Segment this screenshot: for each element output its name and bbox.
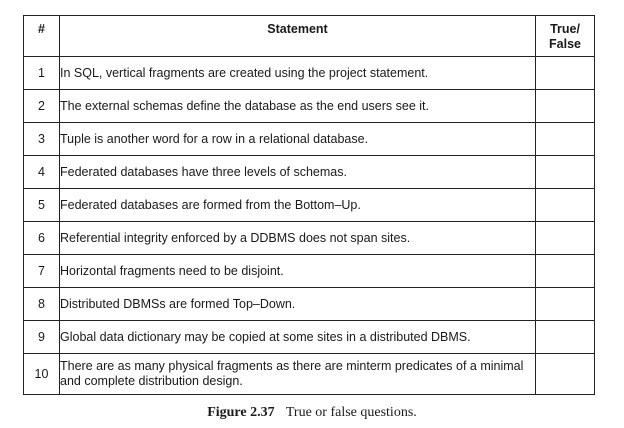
table-row — [24, 288, 595, 321]
table-row — [24, 354, 595, 395]
table-row — [24, 156, 595, 189]
row-number: 8 — [24, 288, 60, 321]
row-number: 6 — [24, 222, 60, 255]
answer-cell[interactable] — [536, 156, 595, 189]
table-header-row — [24, 16, 595, 57]
row-number: 4 — [24, 156, 60, 189]
row-statement: In SQL, vertical fragments are created using the project statement. — [60, 57, 536, 90]
row-number: 2 — [24, 90, 60, 123]
figure-caption-text: True or false questions. — [285, 405, 417, 420]
answer-cell[interactable] — [536, 321, 595, 354]
row-statement: There are as many physical fragments as there are minterm predicates of a minimal and complete distribution design. — [60, 354, 536, 395]
header-statement: Statement — [60, 16, 536, 57]
row-statement: Federated databases are formed from the Bottom–Up. — [60, 189, 536, 222]
table-row — [24, 57, 595, 90]
figure-label: Figure 2.37 — [207, 405, 275, 420]
row-number: 7 — [24, 255, 60, 288]
table-row — [24, 189, 595, 222]
row-number: 9 — [24, 321, 60, 354]
table-row — [24, 222, 595, 255]
header-true-false — [536, 16, 595, 57]
row-statement: Horizontal fragments need to be disjoint. — [60, 255, 536, 288]
answer-cell[interactable] — [536, 189, 595, 222]
header-number: # — [24, 16, 60, 57]
table-row — [24, 90, 595, 123]
header-true-false-line1: True/ — [550, 22, 580, 36]
row-statement: Referential integrity enforced by a DDBMS does not span sites. — [60, 222, 536, 255]
row-statement: The external schemas define the database as the end users see it. — [60, 90, 536, 123]
row-statement: Federated databases have three levels of schemas. — [60, 156, 536, 189]
answer-cell[interactable] — [536, 255, 595, 288]
answer-cell[interactable] — [536, 123, 595, 156]
row-number: 3 — [24, 123, 60, 156]
answer-cell[interactable] — [536, 222, 595, 255]
table-row — [24, 321, 595, 354]
row-number: 1 — [24, 57, 60, 90]
answer-cell[interactable] — [536, 354, 595, 395]
row-statement: Global data dictionary may be copied at some sites in a distributed DBMS. — [60, 321, 536, 354]
answer-cell[interactable] — [536, 90, 595, 123]
table-row — [24, 123, 595, 156]
table-row — [24, 255, 595, 288]
header-true-false-line2: False — [549, 37, 581, 51]
row-statement: Tuple is another word for a row in a relational database. — [60, 123, 536, 156]
true-false-table — [23, 15, 595, 395]
answer-cell[interactable] — [536, 288, 595, 321]
answer-cell[interactable] — [536, 57, 595, 90]
row-number: 5 — [24, 189, 60, 222]
row-number: 10 — [24, 354, 60, 395]
figure-caption — [0, 405, 624, 421]
row-statement: Distributed DBMSs are formed Top–Down. — [60, 288, 536, 321]
